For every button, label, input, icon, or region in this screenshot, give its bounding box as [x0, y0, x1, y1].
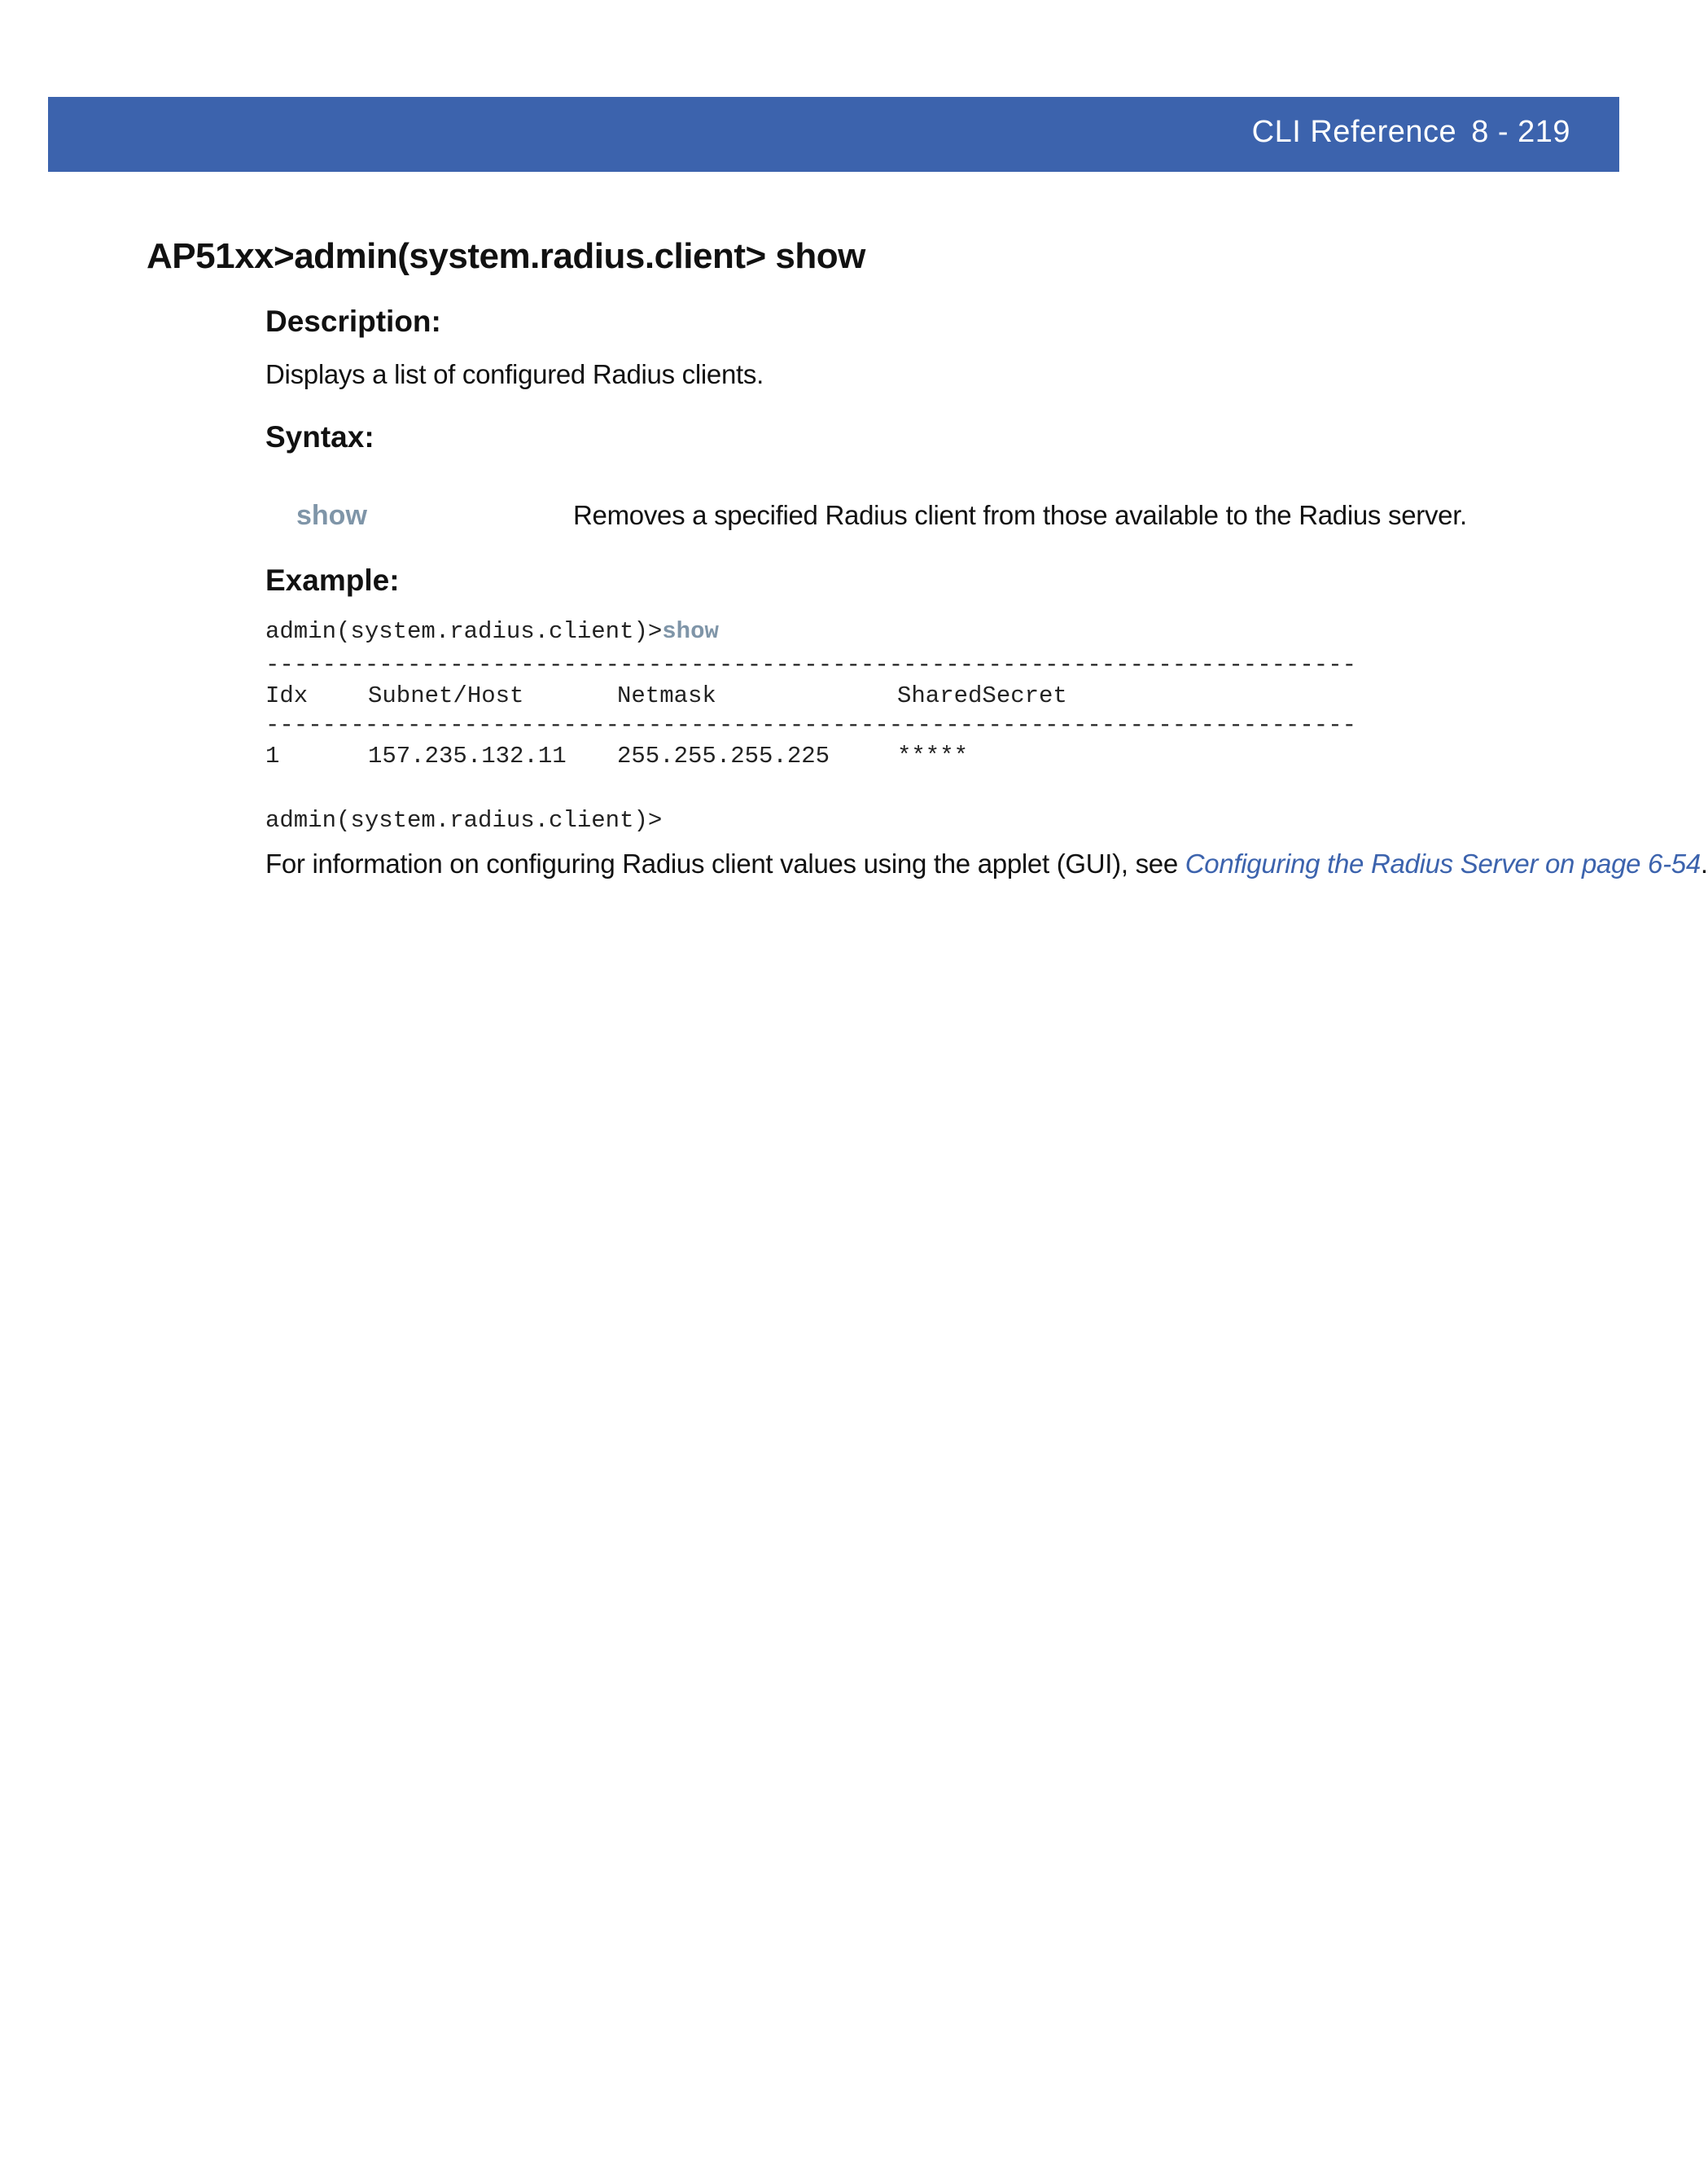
cell-subnet: 157.235.132.11: [368, 743, 567, 770]
column-header-netmask: Netmask: [617, 682, 716, 709]
syntax-keyword: show: [296, 500, 367, 531]
column-header-secret: SharedSecret: [897, 682, 1067, 709]
footer-note: [265, 849, 1708, 879]
table-row: [265, 743, 969, 772]
syntax-row: [265, 500, 1609, 541]
syntax-description: Removes a specified Radius client from those available to the Radius server.: [573, 500, 1467, 530]
table-header-row: [265, 682, 1067, 712]
example-prompt: admin(system.radius.client)>: [265, 618, 663, 645]
header-section: CLI Reference: [1251, 115, 1457, 149]
page-header-bar: [48, 97, 1619, 172]
table-separator-top: -----------------------------------------------------------------------------: [265, 651, 1357, 678]
description-heading: Description:: [265, 305, 441, 338]
syntax-heading: Syntax:: [265, 420, 374, 454]
table-separator-bottom: -----------------------------------------------------------------------------: [265, 712, 1357, 739]
running-header: [1252, 115, 1570, 150]
footer-note-text: For information on configuring Radius client values using the applet (GUI), see: [265, 849, 1185, 879]
cell-idx: 1: [265, 743, 280, 770]
example-prompt-line: [265, 618, 719, 645]
column-header-subnet: Subnet/Host: [368, 682, 524, 709]
final-prompt: admin(system.radius.client)>: [265, 807, 663, 834]
cross-reference-link[interactable]: Configuring the Radius Server on page 6-54: [1185, 849, 1701, 879]
cell-netmask: 255.255.255.225: [617, 743, 830, 770]
footer-note-end: .: [1700, 849, 1708, 879]
description-text: Displays a list of configured Radius clients.: [265, 359, 764, 389]
command-title: AP51xx>admin(system.radius.client> show: [147, 236, 865, 276]
cell-secret: *****: [897, 743, 969, 770]
example-command: show: [662, 618, 719, 645]
column-header-idx: Idx: [265, 682, 309, 709]
example-heading: Example:: [265, 564, 400, 597]
header-page-number: 8 - 219: [1471, 115, 1570, 149]
